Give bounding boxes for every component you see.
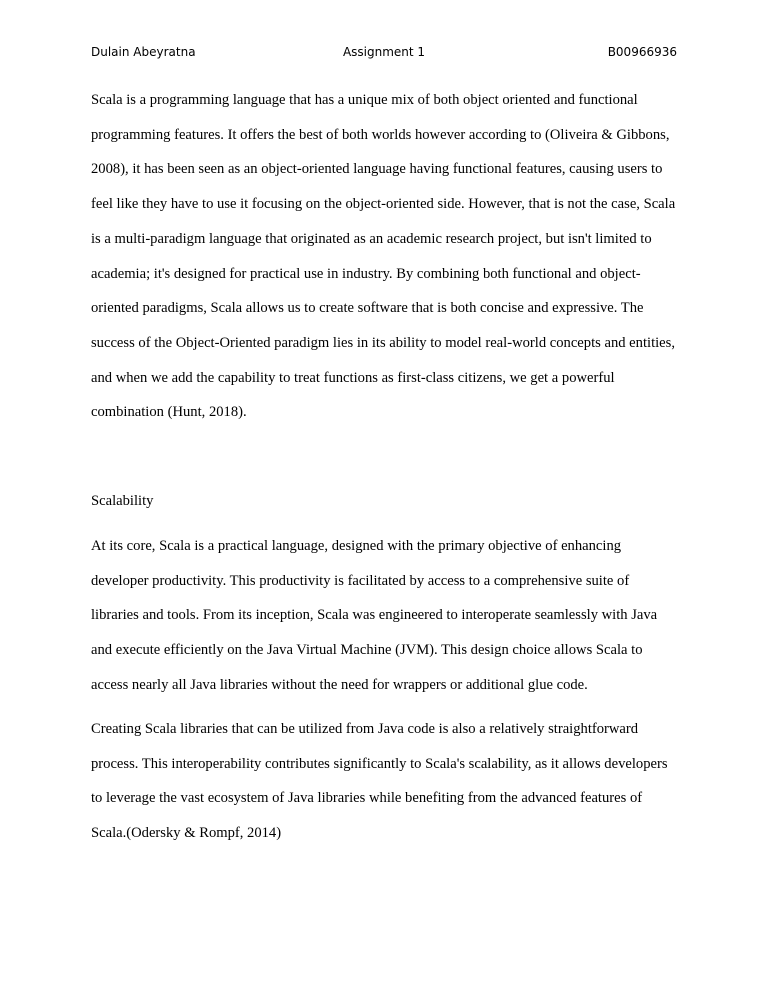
page-header (91, 45, 677, 63)
paragraph-intro: Scala is a programming language that has a unique mix of both object oriented and functional programming features. It offers the best of both worlds however according to (Oliveira & Gibbons, 2008), it has been seen as an object-oriented language having functional features, causing users to feel like they have to use it focusing on the object-oriented side. However, that is not the case, Scala is a multi-paradigm language that originated as an academic research project, but isn't limited to academia; it's designed for practical use in industry. By combining both functional and object-oriented paradigms, Scala allows us to create software that is both concise and expressive. The success of the Object-Oriented paradigm lies in its ability to model real-world concepts and entities, and when we add the capability to treat functions as first-class citizens, we get a powerful combination (Hunt, 2018). (91, 92, 676, 421)
header-student-id: B00966936 (607, 45, 677, 59)
header-title: Assignment 1 (342, 45, 426, 59)
paragraph-scalability-interop: Creating Scala libraries that can be utilized from Java code is also a relatively straightforward process. This interoperability contributes significantly to Scala's scalability, as it allows developers to leverage the vast ecosystem of Java libraries while benefiting from the advanced features of Scala.(Odersky & Rompf, 2014) (91, 721, 668, 842)
paragraph-scalability-core: At its core, Scala is a practical language, designed with the primary objective of enhancing developer productivity. This productivity is facilitated by access to a comprehensive suite of libraries and tools. From its inception, Scala was engineered to interoperate seamlessly with Java and execute efficiently on the Java Virtual Machine (JVM). This design choice allows Scala to access nearly all Java libraries without the need for wrappers or additional glue code. (91, 538, 658, 693)
section-heading-scalability: Scalability (91, 493, 154, 509)
header-author: Dulain Abeyratna (91, 45, 196, 59)
